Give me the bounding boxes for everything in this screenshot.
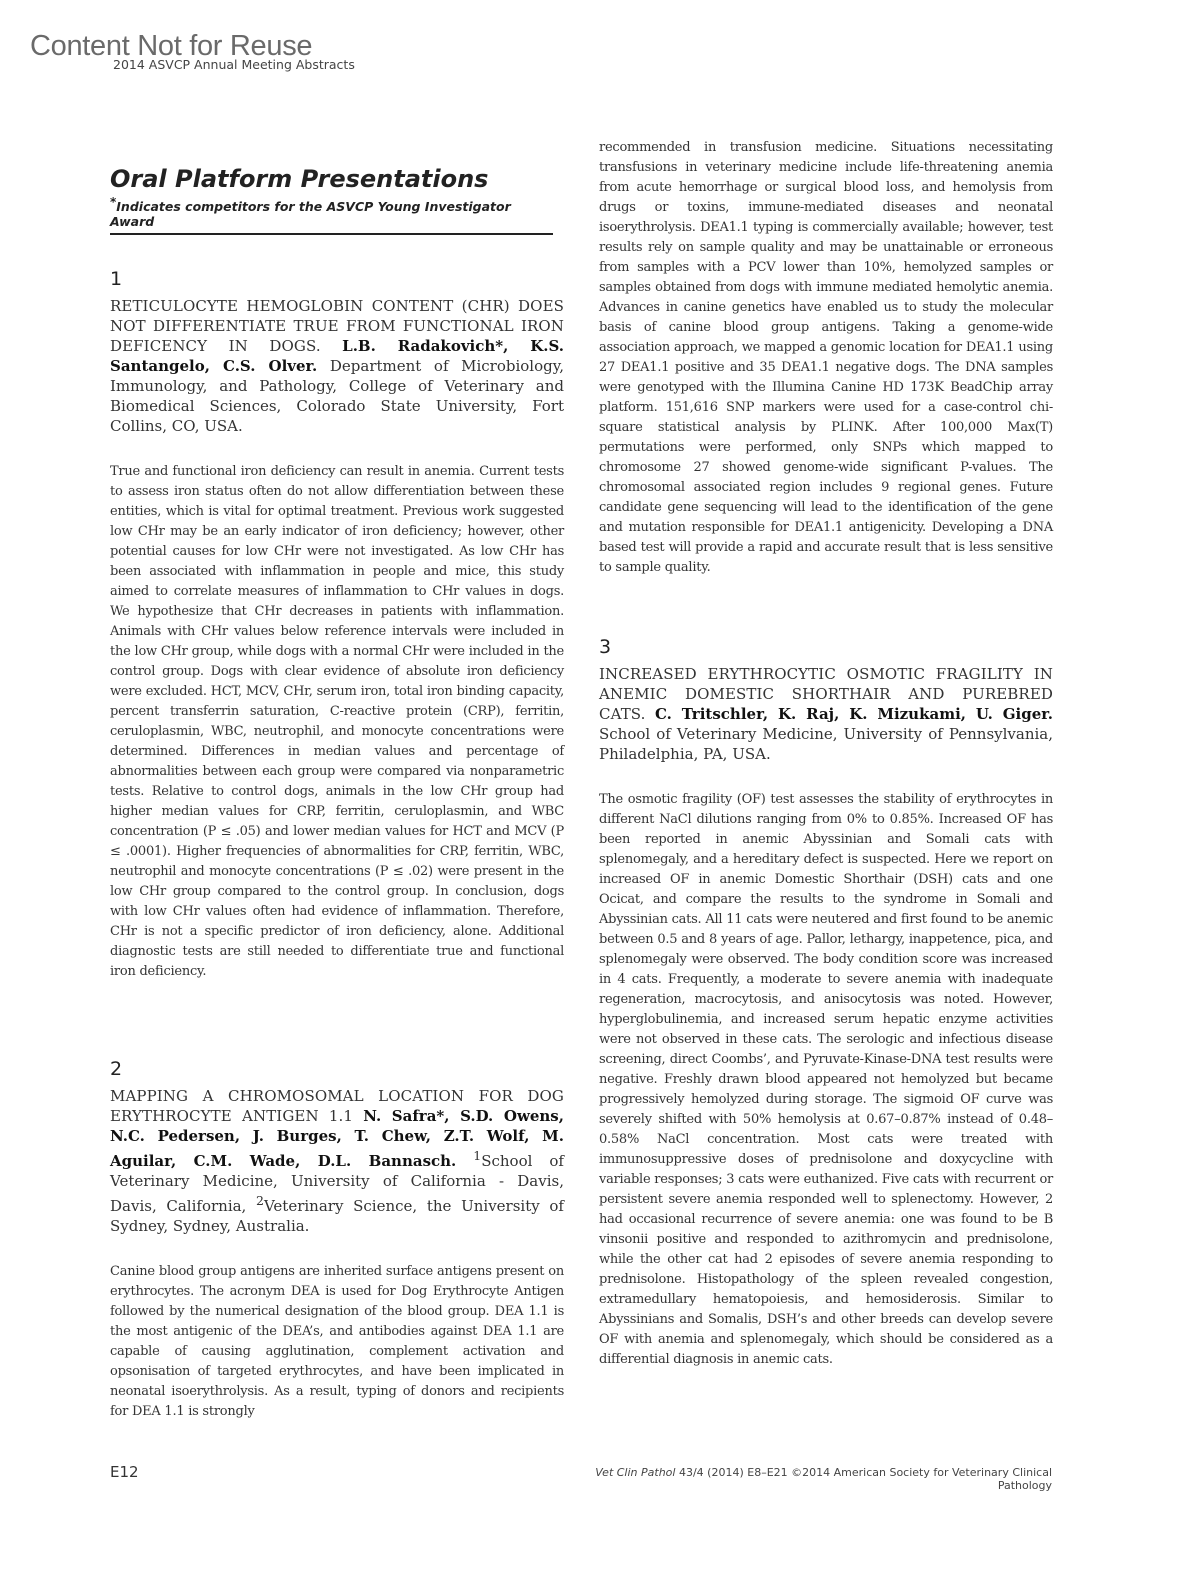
abstract-heading bbox=[599, 664, 1053, 764]
section-heading bbox=[110, 163, 553, 235]
abstract-1 bbox=[110, 268, 564, 982]
section-note bbox=[110, 195, 553, 235]
asterisk-mark: * bbox=[110, 195, 117, 209]
abstract-authors: C. Tritschler, K. Raj, K. Mizukami, U. Giger. bbox=[654, 705, 1053, 723]
section-note-text: Indicates competitors for the ASVCP Young Investigator Award bbox=[110, 199, 511, 230]
watermark: Content Not for Reuse bbox=[30, 30, 313, 62]
abstract-2-continued bbox=[599, 138, 1053, 578]
abstract-3 bbox=[599, 636, 1053, 1370]
abstract-body-continued: recommended in transfusion medicine. Situations necessitating transfusions in veterinary medicine include life-threatening anemia from acute hemorrhage or surgical blood loss, and hemolysis from drugs or toxins, immune-mediated diseases and neonatal isoerythrolysis. DEA1.1 typing is commercially available; however, test results rely on sample quality and may be unattainable or erroneous from samples with a PCV lower than 10%, hemolyzed samples or samples obtained from dogs with immune mediated hemolytic anemia. Advances in canine genetics have enabled us to study the molecular basis of canine blood group antigens. Taking a genome-wide association approach, we mapped a genomic location for DEA1.1 using 27 DEA1.1 positive and 35 DEA1.1 negative dogs. The DNA samples were genotyped with the Illumina Canine HD 173K BeadChip array platform. 151,616 SNP markers were used for a case-control chi-square statistical analysis by PLINK. After 100,000 Max(T) permutations were performed, only SNPs which mapped to chromosome 27 showed genome-wide significant P-values. The chromosomal associated region includes 9 regional genes. Future candidate gene sequencing will lead to the identification of the gene and mutation responsible for DEA1.1 antigenicity. Developing a DNA based test will provide a rapid and accurate result that is less sensitive to sample quality. bbox=[599, 140, 1053, 575]
abstract-heading bbox=[110, 296, 564, 436]
page-number: E12 bbox=[110, 1463, 139, 1481]
abstract-authors: N. Safra*, S.D. Owens, N.C. Pedersen, J. Burges, T. Chew, Z.T. Wolf, M. Aguilar, C.M. Wade, D.L. Bannasch. bbox=[110, 1107, 564, 1170]
abstract-affiliation: Department of Microbiology, Immunology, and Pathology, College of Veterinary and Biomedical Sciences, Colorado State University, Fort Collins, CO, USA. bbox=[110, 357, 564, 435]
abstract-number: 2 bbox=[110, 1058, 123, 1080]
affiliation-marker: 1 bbox=[473, 1148, 482, 1163]
abstract-heading bbox=[110, 1086, 564, 1236]
journal-citation bbox=[560, 1466, 1052, 1492]
abstract-number: 3 bbox=[599, 636, 612, 658]
abstract-number: 1 bbox=[110, 268, 123, 290]
abstract-title: INCREASED ERYTHROCYTIC OSMOTIC FRAGILITY IN ANEMIC DOMESTIC SHORTHAIR AND PUREBRED CATS. bbox=[599, 665, 1053, 723]
citation-text: 43/4 (2014) E8–E21 ©2014 American Society for Veterinary Clinical Pathology bbox=[678, 1466, 1052, 1492]
abstract-affiliation: Veterinary Science, the University of Sydney, Sydney, Australia. bbox=[110, 1197, 564, 1235]
abstract-body: The osmotic fragility (OF) test assesses the stability of erythrocytes in different NaCl dilutions ranging from 0% to 0.85%. Increased OF has been reported in anemic Abyssinian and Somali cats with splenomegaly, and a hereditary defect is suspected. Here we report on increased OF in anemic Domestic Shorthair (DSH) cats and one Ocicat, and compare the results to the syndrome in Somali and Abyssinian cats. All 11 cats were neutered and first found to be anemic between 0.5 and 8 years of age. Pallor, lethargy, inappetence, pica, and splenomegaly were observed. The body condition score was increased in 4 cats. Frequently, a moderate to severe anemia with inadequate regeneration, macrocytosis, and anisocytosis was noted. However, hyperglobulinemia, and increased serum hepatic enzyme activities were not observed in these cats. The serologic and infectious disease screening, direct Coombs’, and Pyruvate-Kinase-DNA test results were negative. Freshly drawn blood appeared not hemolyzed but became progressively hemolyzed during storage. The sigmoid OF curve was severely shifted with 50% hemolysis at 0.67–0.87% instead of 0.48–0.58% NaCl concentration. Most cats were treated with immunosuppressive doses of prednisolone and doxycycline with variable responses; 3 cats were euthanized. Five cats with recurrent or persistent severe anemia responded well to splenectomy. However, 2 had occasional recurrence of severe anemia: one was found to be B vinsonii positive and responded to azithromycin and prednisolone, while the other cat had 2 episodes of severe anemia responding to prednisolone. Histopathology of the spleen revealed congestion, extramedullary hematopoiesis, and hemosiderosis. Similar to Abyssinians and Somalis, DSH’s and other breeds can develop severe OF with anemia and splenomegaly, which should be considered as a differential diagnosis in anemic cats. bbox=[599, 792, 1053, 1367]
running-header: 2014 ASVCP Annual Meeting Abstracts bbox=[113, 57, 355, 72]
abstract-body: True and functional iron deficiency can result in anemia. Current tests to assess iron status often do not allow differentiation between these entities, which is vital for optimal treatment. Previous work suggested low CHr may be an early indicator of iron deficiency; however, other potential causes for low CHr were not investigated. As low CHr has been associated with inflammation in people and mice, this study aimed to correlate measures of inflammation to CHr values in dogs. We hypothesize that CHr decreases in patients with inflammation. Animals with CHr values below reference intervals were included in the low CHr group, while dogs with a normal CHr were included in the control group. Dogs with clear evidence of absolute iron deficiency were excluded. HCT, MCV, CHr, serum iron, total iron binding capacity, percent transferrin saturation, C-reactive protein (CRP), ferritin, ceruloplasmin, WBC, neutrophil, and monocyte concentrations were determined. Differences in median values and percentage of abnormalities between each group were compared via nonparametric tests. Relative to control dogs, animals in the low CHr group had higher median values for CRP, ferritin, ceruloplasmin, and WBC concentration (P ≤ .05) and lower median values for HCT and MCV (P ≤ .0001). Higher frequencies of abnormalities for CRP, ferritin, WBC, neutrophil and monocyte concentrations (P ≤ .02) were present in the low CHr group compared to the control group. In conclusion, dogs with low CHr values often had evidence of inflammation. Therefore, CHr is not a specific predictor of iron deficiency, alone. Additional diagnostic tests are still needed to differentiate true and functional iron deficiency. bbox=[110, 464, 564, 979]
affiliation-marker: 2 bbox=[256, 1193, 264, 1208]
journal-name: Vet Clin Pathol bbox=[595, 1466, 676, 1479]
section-title: Oral Platform Presentations bbox=[110, 165, 489, 193]
abstract-title: MAPPING A CHROMOSOMAL LOCATION FOR DOG ERYTHROCYTE ANTIGEN 1.1 bbox=[110, 1087, 564, 1125]
abstract-title: RETICULOCYTE HEMOGLOBIN CONTENT (CHR) DOES NOT DIFFERENTIATE TRUE FROM FUNCTIONAL IRON DEFICENCY IN DOGS. bbox=[110, 297, 564, 355]
abstract-2 bbox=[110, 1058, 564, 1422]
abstract-authors: L.B. Radakovich*, K.S. Santangelo, C.S. Olver. bbox=[110, 337, 564, 375]
abstract-affiliation: School of Veterinary Medicine, University of California - Davis, Davis, California, bbox=[110, 1152, 564, 1215]
abstract-body: Canine blood group antigens are inherited surface antigens present on erythrocytes. The acronym DEA is used for Dog Erythrocyte Antigen followed by the numerical designation of the blood group. DEA 1.1 is the most antigenic of the DEA’s, and antibodies against DEA 1.1 are capable of causing agglutination, complement activation and opsonisation of targeted erythrocytes, and have been implicated in neonatal isoerythrolysis. As a result, typing of donors and recipients for DEA 1.1 is strongly bbox=[110, 1264, 564, 1419]
abstract-affiliation: School of Veterinary Medicine, University of Pennsylvania, Philadelphia, PA, USA. bbox=[599, 725, 1053, 763]
